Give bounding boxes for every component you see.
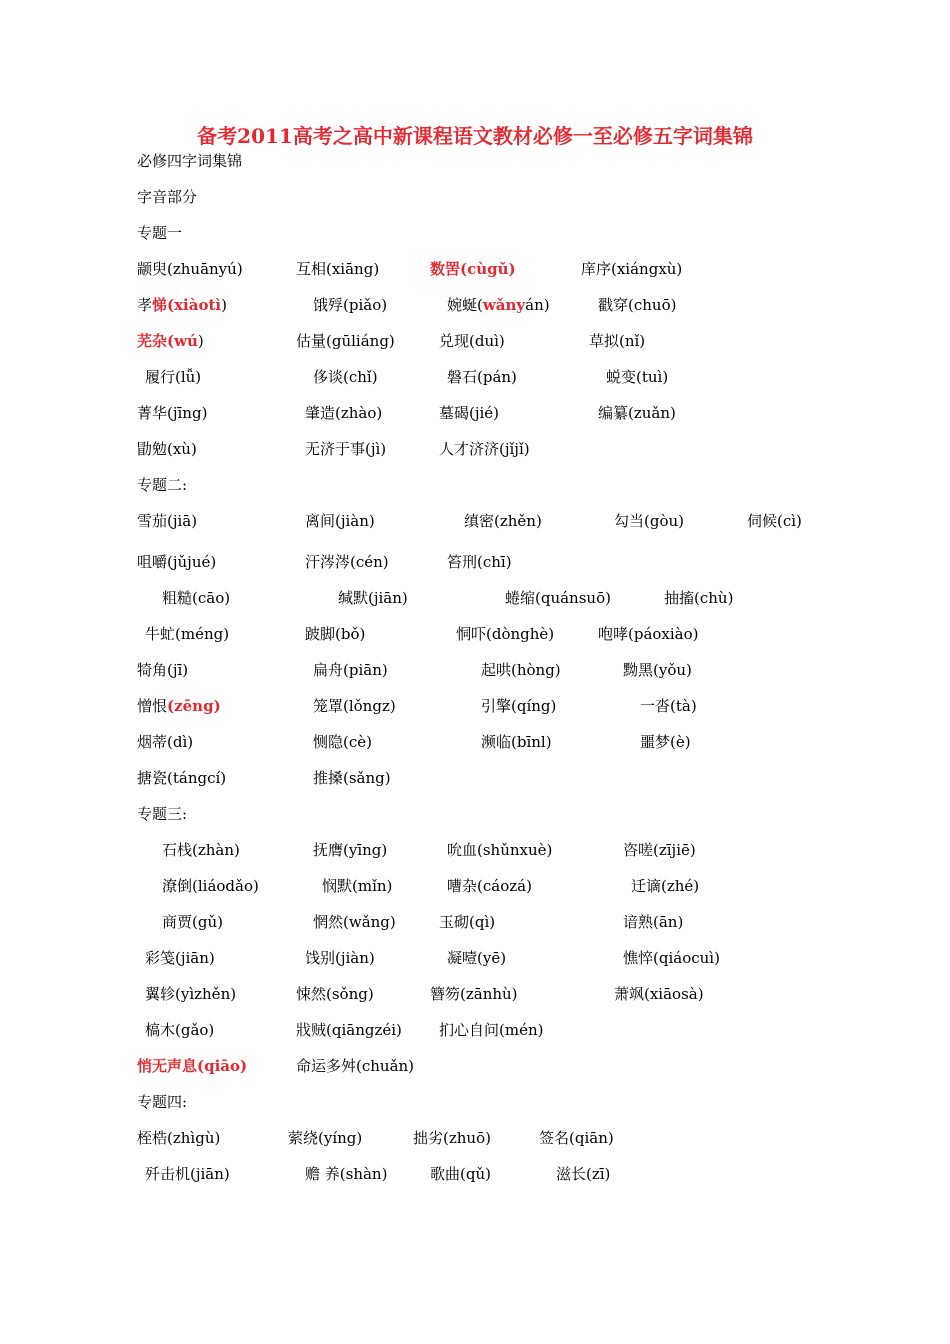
word-entry: 萧飒(xiāosà) xyxy=(614,985,704,1003)
word-entry: 憔悴(qiáocuì) xyxy=(623,949,720,967)
word-entry: 潦倒(liáodǎo) xyxy=(162,877,259,895)
section-label: 专题二: xyxy=(137,476,188,494)
word-row xyxy=(0,1019,950,1041)
word-entry-highlighted: 数罟(cùgǔ) xyxy=(430,260,516,278)
word-entry: 搪瓷(tángcí) xyxy=(137,769,227,787)
word-entry: 犄角(jī) xyxy=(137,661,189,679)
word-entry-partial-highlight: 婉蜒(wǎnyán) xyxy=(447,296,550,314)
word-entry: 无济于事(jì) xyxy=(305,440,387,458)
word-row xyxy=(0,839,950,861)
word-row xyxy=(0,875,950,897)
word-entry: 咨嗟(zījiē) xyxy=(623,841,696,859)
word-entry: 彩笺(jiān) xyxy=(145,949,215,967)
word-entry: 雪茄(jiā) xyxy=(137,512,198,530)
word-entry: 歼击机(jiān) xyxy=(145,1165,230,1183)
word-entry: 咆哮(páoxiào) xyxy=(598,625,699,643)
word-entry: 跛脚(bǒ) xyxy=(305,625,366,643)
word-row xyxy=(0,330,950,352)
word-entry: 笼罩(lǒngz) xyxy=(313,697,396,715)
word-row xyxy=(0,366,950,388)
word-row xyxy=(0,294,950,316)
word-entry: 戕贼(qiāngzéi) xyxy=(296,1021,402,1039)
word-row xyxy=(0,438,950,460)
word-entry: 凝噎(yē) xyxy=(447,949,507,967)
word-entry: 汗涔涔(cén) xyxy=(305,553,389,571)
word-entry: 饯别(jiàn) xyxy=(305,949,375,967)
word-entry: 吮血(shǔnxuè) xyxy=(447,841,553,859)
word-row xyxy=(0,911,950,933)
word-entry-partial-highlight: 孝悌(xiàotì) xyxy=(137,296,227,314)
word-entry: 离间(jiàn) xyxy=(305,512,375,530)
word-entry: 拙劣(zhuō) xyxy=(413,1129,491,1147)
word-row xyxy=(0,767,950,789)
word-row xyxy=(0,551,950,573)
word-entry: 颛臾(zhuānyú) xyxy=(137,260,243,278)
word-entry: 扪心自问(mén) xyxy=(439,1021,544,1039)
word-row xyxy=(0,1055,950,1077)
word-entry: 迁谪(zhé) xyxy=(631,877,700,895)
word-entry: 命运多舛(chuǎn) xyxy=(296,1057,415,1075)
word-entry: 推搡(sǎng) xyxy=(313,769,391,787)
word-entry: 抽搐(chù) xyxy=(664,589,734,607)
word-entry: 恫吓(dònghè) xyxy=(456,625,555,643)
word-row xyxy=(0,983,950,1005)
word-entry: 濒临(bīnl) xyxy=(481,733,552,751)
word-entry: 黝黑(yǒu) xyxy=(623,661,692,679)
word-entry: 起哄(hòng) xyxy=(481,661,561,679)
word-entry: 饿殍(piǎo) xyxy=(313,296,388,314)
subheading-compulsory-4: 必修四字词集锦 xyxy=(137,152,243,170)
word-entry: 赡 养(shàn) xyxy=(305,1165,388,1183)
word-row xyxy=(0,587,950,609)
word-entry-highlighted: 悄无声息(qiāo) xyxy=(137,1057,248,1075)
word-entry: 缜密(zhěn) xyxy=(464,512,542,530)
word-row xyxy=(0,623,950,645)
document-title: 备考2011高考之高中新课程语文教材必修一至必修五字词集锦 xyxy=(197,124,753,148)
word-row xyxy=(0,659,950,681)
word-entry: 烟蒂(dì) xyxy=(137,733,194,751)
word-entry: 商贾(gǔ) xyxy=(162,913,223,931)
word-entry: 履行(lǚ) xyxy=(145,368,202,386)
word-entry: 簪笏(zānhù) xyxy=(430,985,518,1003)
word-entry: 伺候(cì) xyxy=(747,512,802,530)
subheading-pronunciation: 字音部分 xyxy=(137,188,198,206)
word-entry: 估量(gūliáng) xyxy=(296,332,395,350)
word-entry: 墓碣(jié) xyxy=(439,404,500,422)
word-entry: 粗糙(cāo) xyxy=(162,589,231,607)
word-entry: 肇造(zhào) xyxy=(305,404,383,422)
word-row xyxy=(0,947,950,969)
word-entry: 互相(xiāng) xyxy=(296,260,380,278)
word-entry: 磐石(pán) xyxy=(447,368,517,386)
word-entry: 勾当(gòu) xyxy=(614,512,684,530)
word-entry: 勖勉(xù) xyxy=(137,440,197,458)
word-entry: 蜕变(tuì) xyxy=(606,368,669,386)
word-entry-partial-highlight: 憎恨(zēng) xyxy=(137,697,221,715)
word-entry: 嘈杂(cáozá) xyxy=(447,877,532,895)
word-row xyxy=(0,731,950,753)
word-entry: 槁木(gǎo) xyxy=(145,1021,215,1039)
word-entry: 萦绕(yíng) xyxy=(288,1129,363,1147)
word-entry: 石栈(zhàn) xyxy=(162,841,240,859)
section-label: 专题四: xyxy=(137,1093,188,1111)
word-row xyxy=(0,402,950,424)
word-row xyxy=(0,258,950,280)
word-entry: 抚膺(yīng) xyxy=(313,841,388,859)
section-label: 专题三: xyxy=(137,805,188,823)
word-entry: 笞刑(chī) xyxy=(447,553,512,571)
word-entry: 人才济济(jǐjǐ) xyxy=(439,440,530,458)
word-entry: 缄默(jiān) xyxy=(338,589,408,607)
word-entry: 噩梦(è) xyxy=(640,733,691,751)
word-entry: 悚然(sǒng) xyxy=(296,985,374,1003)
word-entry: 玉砌(qì) xyxy=(439,913,496,931)
word-entry: 滋长(zī) xyxy=(556,1165,611,1183)
word-entry: 庠序(xiángxù) xyxy=(581,260,683,278)
section-label: 专题一 xyxy=(137,224,183,242)
word-entry: 悯默(mǐn) xyxy=(322,877,393,895)
word-entry: 牛虻(méng) xyxy=(145,625,230,643)
word-entry: 惘然(wǎng) xyxy=(313,913,396,931)
word-entry: 扁舟(piān) xyxy=(313,661,388,679)
word-entry: 引擎(qíng) xyxy=(481,697,557,715)
word-entry: 一沓(tà) xyxy=(640,697,697,715)
word-entry: 咀嚼(jǔjué) xyxy=(137,553,217,571)
word-row xyxy=(0,1127,950,1149)
word-entry: 兑现(duì) xyxy=(439,332,505,350)
word-row xyxy=(0,1163,950,1185)
word-entry: 蜷缩(quánsuō) xyxy=(505,589,611,607)
word-entry: 签名(qiān) xyxy=(539,1129,614,1147)
word-entry: 恻隐(cè) xyxy=(313,733,372,751)
word-entry: 菁华(jīng) xyxy=(137,404,208,422)
word-row xyxy=(0,695,950,717)
word-entry: 翼轸(yìzhěn) xyxy=(145,985,237,1003)
word-entry: 侈谈(chǐ) xyxy=(313,368,378,386)
word-entry: 桎梏(zhìgù) xyxy=(137,1129,221,1147)
word-entry: 编纂(zuǎn) xyxy=(598,404,676,422)
word-entry: 戳穿(chuō) xyxy=(598,296,677,314)
word-entry: 草拟(nǐ) xyxy=(589,332,646,350)
word-entry: 谙熟(ān) xyxy=(623,913,684,931)
word-entry-partial-highlight: 芜杂(wú) xyxy=(137,332,204,350)
word-entry: 歌曲(qǔ) xyxy=(430,1165,491,1183)
word-row xyxy=(0,510,950,532)
